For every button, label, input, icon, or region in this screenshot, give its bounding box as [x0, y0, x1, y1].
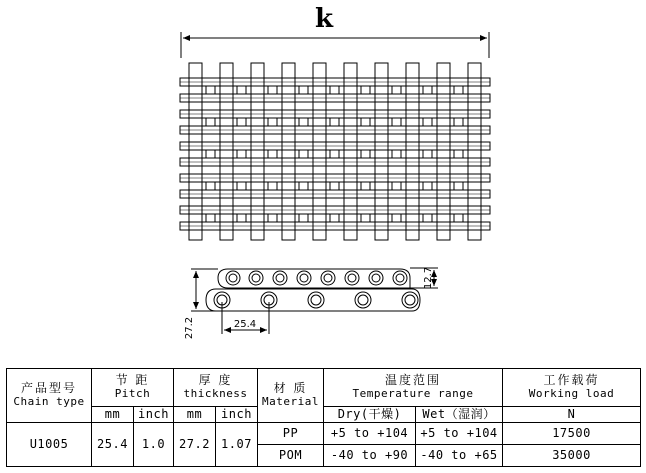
width-dimension [181, 4, 489, 58]
link-plate [220, 63, 233, 240]
link-bridge [206, 86, 215, 94]
link-plate [406, 63, 419, 240]
link-plate [313, 63, 326, 240]
header-thickness-cn: 厚 度 [198, 373, 233, 388]
link-bridge [268, 150, 277, 158]
total-height-label: 27.2 [184, 316, 195, 340]
upper-hinge-eye [297, 271, 311, 285]
height-dimension [410, 267, 438, 289]
header-chain-type-cn: 产品型号 [20, 381, 77, 396]
header-thickness-en: thickness [183, 387, 248, 401]
lower-hinge-eye [355, 292, 371, 308]
link-bridge [330, 118, 339, 126]
upper-hinge-eye [273, 271, 287, 285]
header-pitch-cn: 节 距 [115, 373, 150, 388]
thickness-mm-cell: 27.2 [174, 423, 216, 467]
link-bridge [361, 86, 370, 94]
upper-hinge-eye [369, 271, 383, 285]
upper-hinge-pin [324, 274, 332, 282]
header-chain-type-en: Chain type [13, 395, 85, 409]
unit-thickness-inch: inch [216, 407, 258, 423]
link-bridge [330, 86, 339, 94]
link-bridge [330, 214, 339, 222]
upper-hinge-pin [372, 274, 380, 282]
header-material-cn: 材 质 [273, 381, 308, 396]
upper-hinge-eye [321, 271, 335, 285]
upper-hinge-eye [249, 271, 263, 285]
upper-hinge-pin [276, 274, 284, 282]
upper-hinge-pin [252, 274, 260, 282]
header-working-load [503, 369, 641, 407]
total-height-dimension [184, 269, 218, 339]
header-working-load-cn: 工作载荷 [543, 373, 600, 388]
header-temperature-cn: 温度范围 [385, 373, 442, 388]
lower-hinge-pin [358, 295, 368, 305]
belt-side-view [206, 269, 420, 311]
link-bridge [392, 86, 401, 94]
link-bridge [454, 182, 463, 190]
header-temperature-en: Temperature range [352, 387, 474, 401]
wet-pp-cell: +5 to +104 [416, 423, 503, 445]
link-bridge [268, 118, 277, 126]
link-bridge [299, 214, 308, 222]
link-bridge [392, 150, 401, 158]
header-thickness [174, 369, 258, 407]
spec-table [6, 368, 641, 467]
link-bridge [237, 214, 246, 222]
material-pom-cell: POM [258, 445, 324, 467]
link-bridge [454, 86, 463, 94]
link-bridge [206, 150, 215, 158]
link-bridge [454, 118, 463, 126]
link-bridge [299, 150, 308, 158]
belt-top-view [180, 63, 490, 240]
header-working-load-en: Working load [528, 387, 615, 401]
link-bridge [268, 86, 277, 94]
pitch-inch-cell: 1.0 [134, 423, 174, 467]
link-bridge [299, 86, 308, 94]
pitch-mm-cell: 25.4 [92, 423, 134, 467]
header-pitch [92, 369, 174, 407]
link-bridge [268, 182, 277, 190]
link-bridge [361, 150, 370, 158]
link-bridge [392, 118, 401, 126]
link-bridge [423, 86, 432, 94]
height-label: 12.7 [423, 266, 434, 290]
link-plate [282, 63, 295, 240]
link-plate [344, 63, 357, 240]
link-bridge [237, 150, 246, 158]
link-bridge [237, 86, 246, 94]
load-pp-cell: 17500 [503, 423, 641, 445]
unit-pitch-inch: inch [134, 407, 174, 423]
dry-pp-cell: +5 to +104 [324, 423, 416, 445]
load-pom-cell: 35000 [503, 445, 641, 467]
header-material [258, 369, 324, 423]
temp-wet-label: Wet（湿润） [416, 407, 503, 423]
link-bridge [330, 182, 339, 190]
link-bridge [392, 182, 401, 190]
link-bridge [237, 182, 246, 190]
link-plate [437, 63, 450, 240]
wet-pom-cell: -40 to +65 [416, 445, 503, 467]
link-bridge [206, 214, 215, 222]
upper-hinge-eye [226, 271, 240, 285]
header-material-en: Material [262, 395, 319, 409]
upper-hinge-pin [229, 274, 237, 282]
width-label: k [314, 4, 334, 34]
unit-pitch-mm: mm [92, 407, 134, 423]
unit-load-n: N [503, 407, 641, 423]
link-bridge [206, 182, 215, 190]
upper-hinge-pin [300, 274, 308, 282]
pitch-dimension [222, 302, 269, 334]
temp-dry-label: Dry(干燥) [324, 407, 416, 423]
link-bridge [299, 182, 308, 190]
link-bridge [423, 150, 432, 158]
thickness-inch-cell: 1.07 [216, 423, 258, 467]
link-plate [189, 63, 202, 240]
link-bridge [423, 182, 432, 190]
lower-hinge-pin [311, 295, 321, 305]
link-plate [251, 63, 264, 240]
header-chain-type [7, 369, 92, 423]
link-bridge [237, 118, 246, 126]
upper-hinge-eye [345, 271, 359, 285]
link-bridge [206, 118, 215, 126]
link-bridge [361, 214, 370, 222]
link-plate [375, 63, 388, 240]
material-pp-cell: PP [258, 423, 324, 445]
link-bridge [423, 214, 432, 222]
link-bridge [392, 214, 401, 222]
header-temperature [324, 369, 503, 407]
link-bridge [361, 118, 370, 126]
header-pitch-en: Pitch [114, 387, 151, 401]
lower-hinge-pin [405, 295, 415, 305]
link-bridge [454, 150, 463, 158]
link-bridge [299, 118, 308, 126]
dry-pom-cell: -40 to +90 [324, 445, 416, 467]
link-bridge [361, 182, 370, 190]
upper-hinge-pin [396, 274, 404, 282]
unit-thickness-mm: mm [174, 407, 216, 423]
model-cell: U1005 [7, 423, 92, 467]
link-bridge [268, 214, 277, 222]
lower-hinge-eye [308, 292, 324, 308]
lower-hinge-eye [402, 292, 418, 308]
link-bridge [423, 118, 432, 126]
pitch-label: 25.4 [233, 319, 257, 330]
link-plate [468, 63, 481, 240]
link-bridge [330, 150, 339, 158]
upper-hinge-pin [348, 274, 356, 282]
link-bridge [454, 214, 463, 222]
upper-profile [218, 269, 410, 288]
upper-hinge-eye [393, 271, 407, 285]
